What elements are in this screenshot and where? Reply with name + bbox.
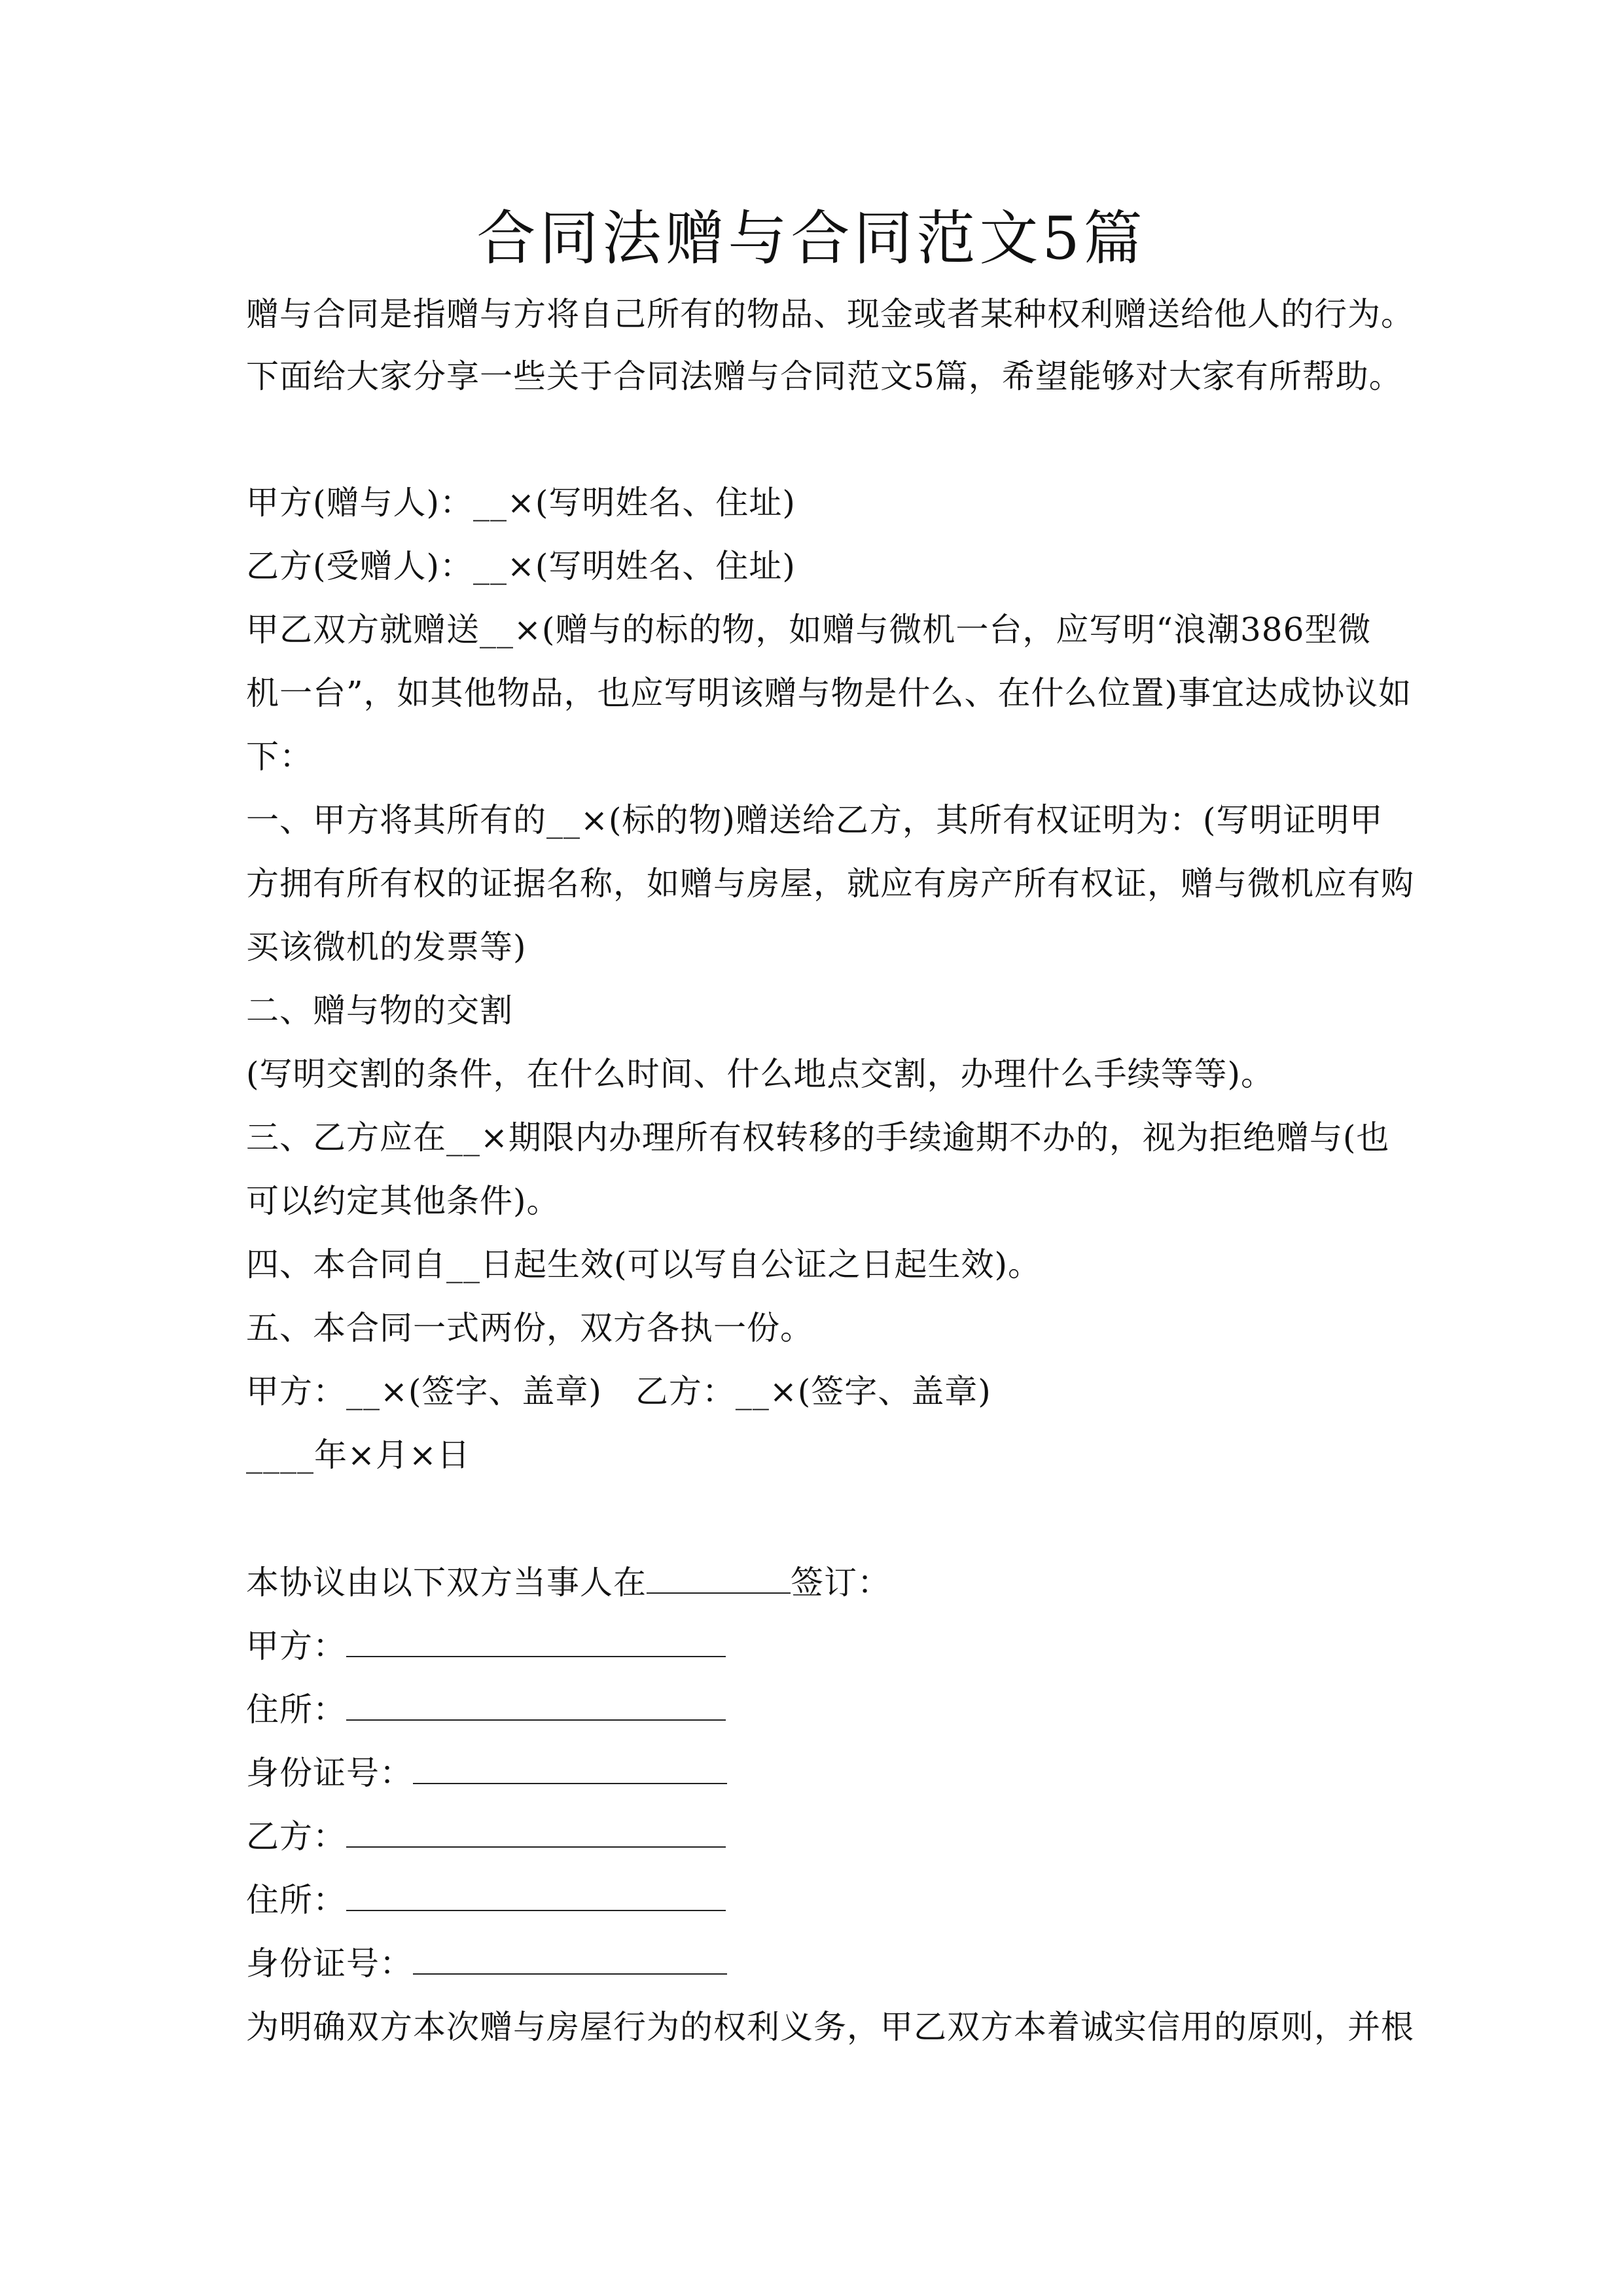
clause-2-line-1: (写明交割的条件，在什么时间、什么地点交割，办理什么手续等等)。 (246, 1055, 1275, 1093)
clause-2-heading: 二、赠与物的交割 (246, 992, 513, 1030)
contract-line-donor: 甲方(赠与人)：__×(写明姓名、住址) (246, 484, 796, 522)
contract-line-subject-2: 机一台”，如其他物品，也应写明该赠与物是什么、在什么位置)事宜达成协议如 (246, 674, 1412, 712)
party-b-address-field (246, 1874, 1398, 1926)
clause-5-line: 五、本合同一式两份，双方各执一份。 (246, 1309, 813, 1347)
signature-line: 甲方：__×(签字、盖章) 乙方：__×(签字、盖章) (246, 1372, 991, 1410)
clause-1-line-1: 一、甲方将其所有的__×(标的物)赠送给乙方，其所有权证明为：(写明证明甲 (246, 801, 1383, 839)
intro-line-2: 下面给大家分享一些关于合同法赠与合同范文5篇，希望能够对大家有所帮助。 (246, 357, 1402, 395)
clause-3-line-1: 三、乙方应在__×期限内办理所有权转移的手续逾期不办的，视为拒绝赠与(也 (246, 1119, 1390, 1157)
signing-place-blank[interactable] (647, 1562, 791, 1594)
party-a-blank[interactable] (346, 1626, 726, 1657)
clause-1-line-3: 买该微机的发票等) (246, 928, 527, 966)
contract-line-subject-1: 甲乙双方就赠送__×(赠与的标的物，如赠与微机一台，应写明“浪潮386型微 (246, 611, 1372, 649)
party-b-blank[interactable] (346, 1816, 726, 1848)
party-b-field (246, 1810, 1398, 1863)
party-a-id-field (246, 1747, 1398, 1799)
clause-3-line-2: 可以约定其他条件)。 (246, 1182, 560, 1220)
contract-line-donee: 乙方(受赠人)：__×(写明姓名、住址) (246, 547, 796, 585)
party-b-id-label: 身份证号： (246, 1945, 413, 1982)
clause-4-line: 四、本合同自__日起生效(可以写自公证之日起生效)。 (246, 1246, 1042, 1283)
party-b-id-field (246, 1937, 1398, 1990)
closing-line: 为明确双方本次赠与房屋行为的权利义务，甲乙双方本着诚实信用的原则，并根 (246, 2008, 1414, 2046)
party-a-address-blank[interactable] (346, 1689, 726, 1721)
party-b-address-blank[interactable] (346, 1880, 726, 1911)
contract-line-subject-3: 下： (246, 738, 313, 776)
agreement-intro (246, 1556, 1398, 1609)
party-b-id-blank[interactable] (413, 1943, 727, 1975)
document-title: 合同法赠与合同范文5篇 (476, 204, 1147, 273)
party-a-address-label: 住所： (246, 1691, 346, 1729)
agreement-intro-before: 本协议由以下双方当事人在 (246, 1564, 647, 1602)
party-b-address-label: 住所： (246, 1881, 346, 1919)
agreement-intro-after: 签订： (791, 1564, 891, 1602)
date-line: ____年×月×日 (246, 1436, 471, 1474)
party-a-label: 甲方： (246, 1627, 346, 1665)
clause-1-line-2: 方拥有所有权的证据名称，如赠与房屋，就应有房产所有权证，赠与微机应有购 (246, 865, 1414, 903)
party-a-address-field (246, 1683, 1398, 1736)
party-a-field (246, 1620, 1398, 1672)
party-b-label: 乙方： (246, 1818, 346, 1856)
party-a-id-blank[interactable] (413, 1753, 727, 1784)
intro-line-1: 赠与合同是指赠与方将自己所有的物品、现金或者某种权利赠送给他人的行为。 (246, 295, 1414, 333)
party-a-id-label: 身份证号： (246, 1754, 413, 1792)
